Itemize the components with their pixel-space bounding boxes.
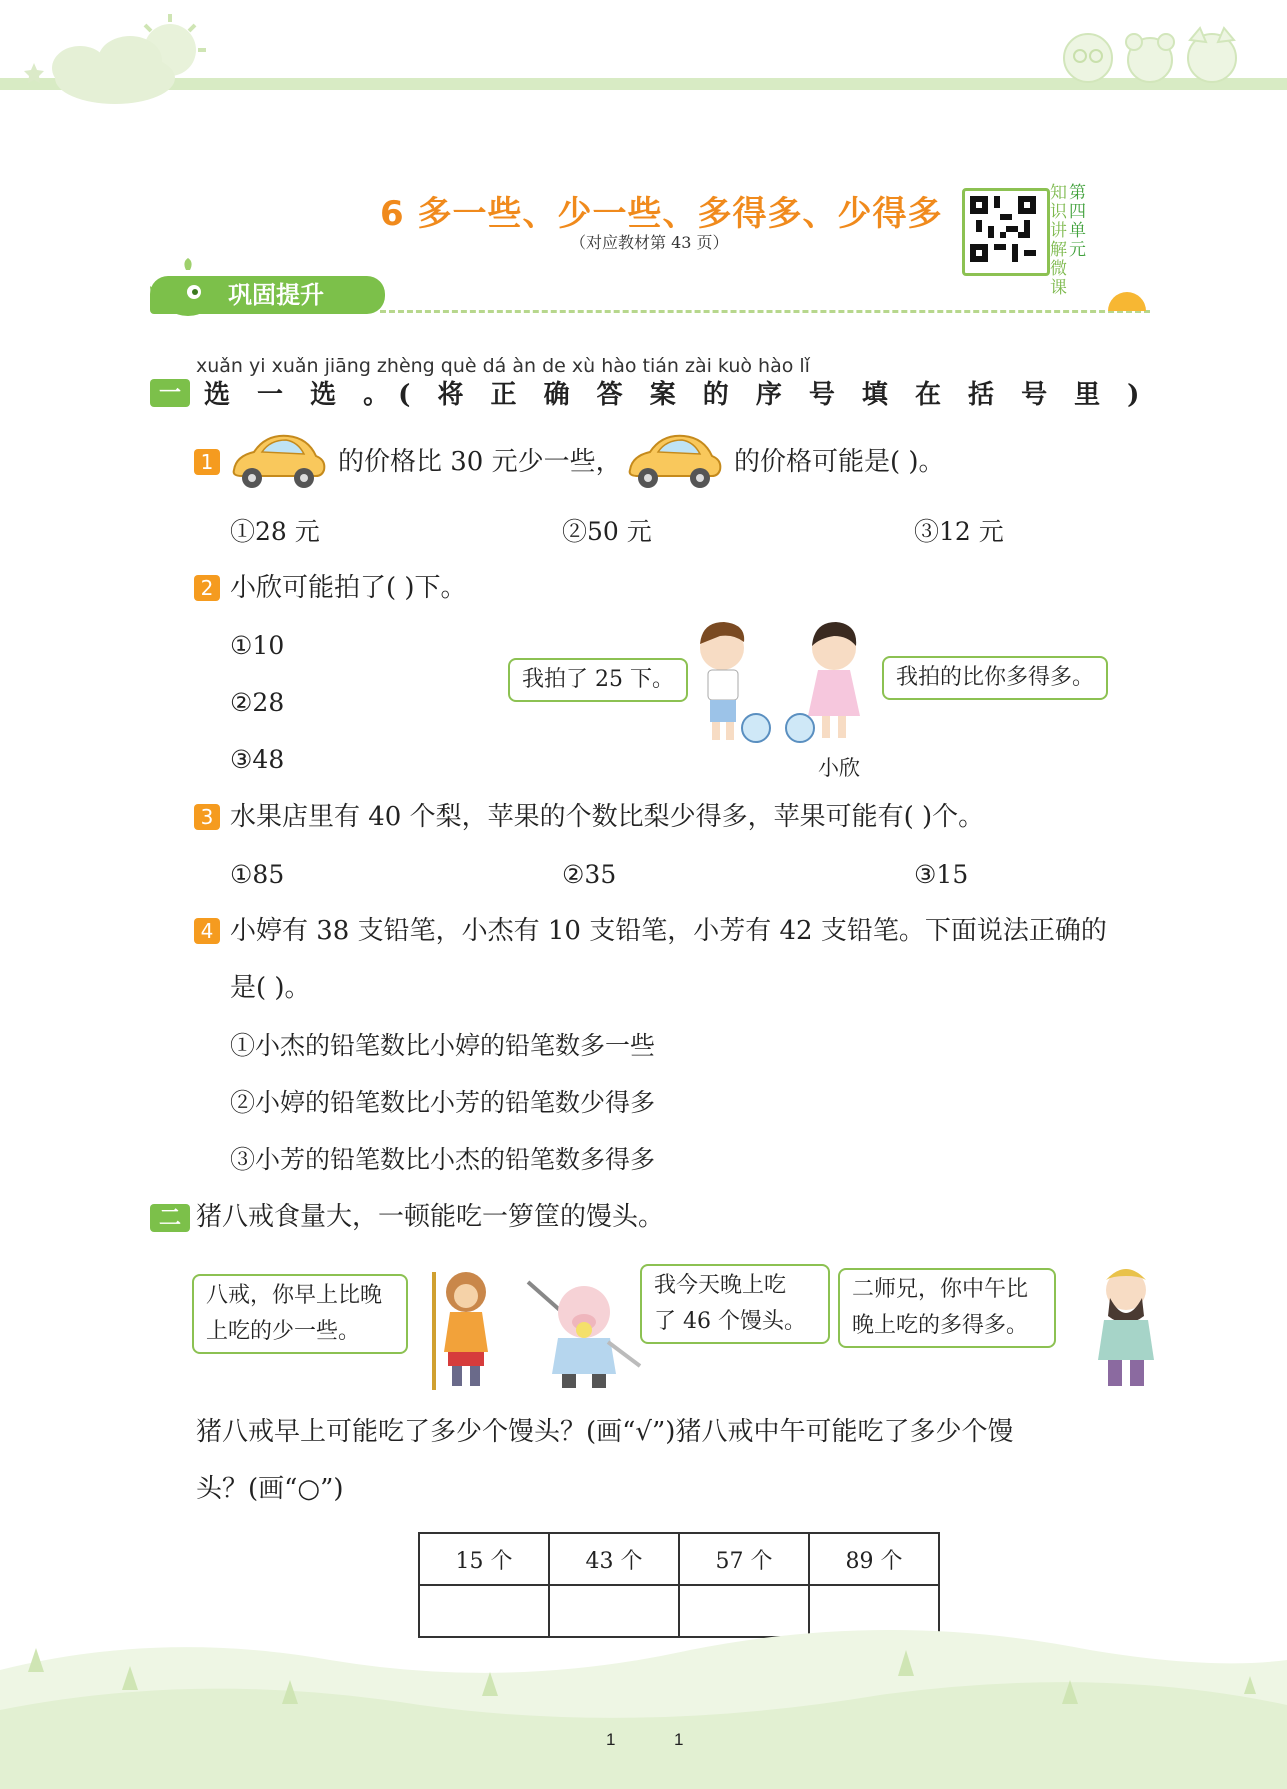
girl-illustration xyxy=(784,618,884,748)
part1-pinyin: xuǎn yi xuǎn jiāng zhèng què dá àn de xù hào tián zài kuò hào lǐ xyxy=(196,355,810,377)
girl-name-label: 小欣 xyxy=(818,756,860,780)
whale-icon xyxy=(148,256,218,318)
qr-code-icon[interactable] xyxy=(970,196,1036,262)
q3-option-2: ②35 xyxy=(562,860,617,889)
sun-icon xyxy=(1108,292,1146,311)
q1-number: 1 xyxy=(194,449,220,475)
q1-option-2: ②50 元 xyxy=(562,517,652,546)
sandy-speech-bubble xyxy=(838,1268,1056,1348)
pigsy-illustration xyxy=(522,1272,642,1390)
monkey-speech-bubble xyxy=(192,1274,408,1354)
side-label-micro-lesson: 知识讲解微课 xyxy=(1050,183,1067,298)
table-header-row xyxy=(419,1533,939,1585)
q2-text: 小欣可能拍了( )下。 xyxy=(230,573,467,603)
part1-heading: 选 一 选 。( 将 正 确 答 案 的 序 号 填 在 括 号 里 ) xyxy=(204,380,1149,410)
boy-illustration xyxy=(690,618,790,748)
q1-option-3: ③12 元 xyxy=(914,517,1004,546)
q1-text-a: 的价格比 30 元少一些， xyxy=(338,447,622,477)
q2-number: 2 xyxy=(194,575,220,601)
q4-text: 小婷有 38 支铅笔，小杰有 10 支铅笔，小芳有 42 支铅笔。下面说法正确的 xyxy=(230,916,1107,946)
q3-number: 3 xyxy=(194,804,220,830)
q1-text-b: 的价格可能是( )。 xyxy=(734,447,945,477)
cloud-sun-decoration xyxy=(20,8,210,108)
q3-option-3: ③15 xyxy=(914,860,969,889)
q1-option-1: ①28 元 xyxy=(230,517,320,546)
page-number-right: 1 xyxy=(674,1730,684,1749)
sandy-illustration xyxy=(1086,1262,1166,1392)
answer-table xyxy=(418,1532,940,1638)
q4-option-1: ①小杰的铅笔数比小婷的铅笔数多一些 xyxy=(230,1031,656,1060)
side-label-unit: 第四单元 xyxy=(1069,183,1086,260)
q4-option-3: ③小芳的铅笔数比小杰的铅笔数多得多 xyxy=(230,1145,656,1174)
bubble2-line1: 我今天晚上吃 xyxy=(654,1273,787,1298)
part2-question-line2: 头？(画“○”) xyxy=(196,1474,344,1504)
q4-text-cont: 是( )。 xyxy=(230,973,311,1003)
boy-speech-bubble: 我拍了 25 下。 xyxy=(508,658,688,702)
bubble1-line1: 八戒，你早上比晚 xyxy=(206,1283,383,1308)
table-header-89: 89 个 xyxy=(809,1533,939,1585)
page-title: 6 多一些、少一些、多得多、少得多 xyxy=(380,194,943,234)
q3-text: 水果店里有 40 个梨，苹果的个数比梨少得多，苹果可能有( )个。 xyxy=(230,802,985,832)
bubble3-line2: 晚上吃的多得多。 xyxy=(852,1313,1029,1338)
part2-number: 二 xyxy=(150,1204,190,1232)
q3-option-1: ①85 xyxy=(230,860,285,889)
part1-number: 一 xyxy=(150,379,190,407)
q4-number: 4 xyxy=(194,918,220,944)
car-icon xyxy=(228,430,328,492)
hills-decoration xyxy=(0,1630,1287,1789)
bubble3-line1: 二师兄，你中午比 xyxy=(852,1277,1029,1302)
part2-question-line1: 猪八戒早上可能吃了多少个馒头？(画“√”)猪八戒中午可能吃了多少个馒 xyxy=(196,1417,1014,1447)
bubble1-line2: 上吃的少一些。 xyxy=(206,1319,361,1344)
table-header-15: 15 个 xyxy=(419,1533,549,1585)
q2-option-2: ②28 xyxy=(230,688,285,717)
page-subtitle: （对应教材第 43 页） xyxy=(570,233,729,252)
table-header-43: 43 个 xyxy=(549,1533,679,1585)
monkey-king-illustration xyxy=(424,1262,514,1392)
section-divider xyxy=(380,310,1150,313)
q2-option-1: ①10 xyxy=(230,631,285,660)
q2-option-3: ③48 xyxy=(230,745,285,774)
section-tag-label: 巩固提升 xyxy=(228,281,324,309)
page-number-left: 1 xyxy=(606,1730,616,1749)
girl-speech-bubble: 我拍的比你多得多。 xyxy=(882,656,1108,700)
q4-option-2: ②小婷的铅笔数比小芳的铅笔数少得多 xyxy=(230,1088,656,1117)
animals-decoration xyxy=(1060,22,1260,88)
bubble2-line2: 了 46 个馒头。 xyxy=(654,1309,806,1334)
car-icon xyxy=(624,430,724,492)
table-header-57: 57 个 xyxy=(679,1533,809,1585)
pigsy-speech-bubble xyxy=(640,1264,830,1344)
part2-heading: 猪八戒食量大，一顿能吃一箩筐的馒头。 xyxy=(196,1202,665,1232)
